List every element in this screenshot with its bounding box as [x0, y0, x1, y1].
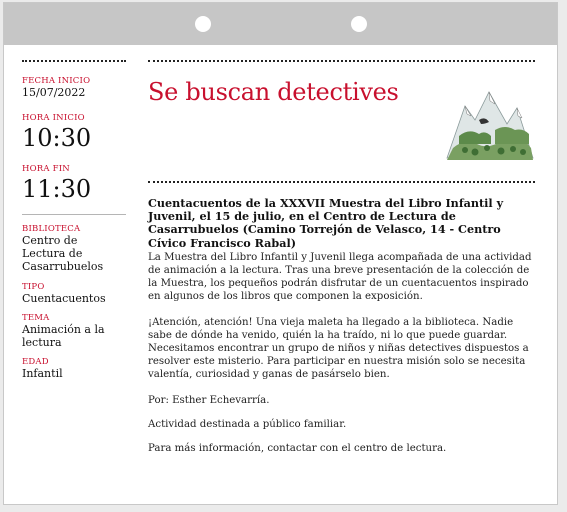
- event-main-content: [148, 60, 535, 62]
- tema-value: Animación a la lectura: [22, 322, 105, 349]
- biblioteca-value: Centro de Lectura de Casarrubuelos: [22, 233, 104, 274]
- binder-ring-icon: [195, 16, 211, 32]
- hora-inicio-value: 10:30: [22, 124, 92, 153]
- fecha-inicio-label: FECHA INICIO: [22, 76, 91, 86]
- mountain-illustration-icon: [445, 78, 535, 168]
- tipo-value: Cuentacuentos: [22, 291, 106, 305]
- event-details-sidebar: [22, 60, 126, 380]
- divider: [148, 181, 535, 183]
- edad-label: EDAD: [22, 357, 49, 368]
- binder-bar: [4, 3, 557, 45]
- fecha-inicio-value: 15/07/2022: [22, 86, 86, 99]
- hora-fin-label: HORA FIN: [22, 163, 70, 174]
- tema-label: TEMA: [22, 312, 50, 323]
- audience-note: Actividad destinada a público familiar.: [148, 419, 347, 430]
- hora-fin-value: 11:30: [22, 174, 92, 203]
- edad-value: Infantil: [22, 367, 63, 381]
- divider: [148, 60, 535, 62]
- event-title: Se buscan detectives: [148, 78, 399, 106]
- event-intro: Cuentacuentos de la XXXVII Muestra del Libro Infantil y Juvenil, el 15 de julio, en el Centro de Lectura de Casarrubuelos (Camino Torrejón de Velasco, 14 - Centro Cívico Francisco Rabal): [148, 196, 504, 250]
- tipo-label: TIPO: [22, 281, 45, 292]
- description-paragraph: ¡Atención, atención! Una vieja maleta ha llegado a la biblioteca. Nadie sabe de dónde ha venido, quién la ha traído, ni lo que puede guardar. Necesitamos encontrar un grupo de niños y niñas detectives dispuestos a resolver este misterio. Para participar en nuestra misión solo se necesita valentía, curiosidad y ganas de pasárselo bien.: [148, 317, 529, 380]
- description-paragraph: La Muestra del Libro Infantil y Juvenil llega acompañada de una actividad de animación a la lectura. Tras una breve presentación de la colección de la Muestra, los pequeños podrán disfrutar de un cuentacuentos inspirado en algunos de los libros que componen la exposición.: [148, 252, 532, 302]
- biblioteca-label: BIBLIOTECA: [22, 223, 81, 234]
- hora-inicio-label: HORA INICIO: [22, 113, 85, 124]
- contact-note: Para más información, contactar con el centro de lectura.: [148, 443, 447, 454]
- author-credit: Por: Esther Echevarría.: [148, 395, 270, 406]
- binder-ring-icon: [351, 16, 367, 32]
